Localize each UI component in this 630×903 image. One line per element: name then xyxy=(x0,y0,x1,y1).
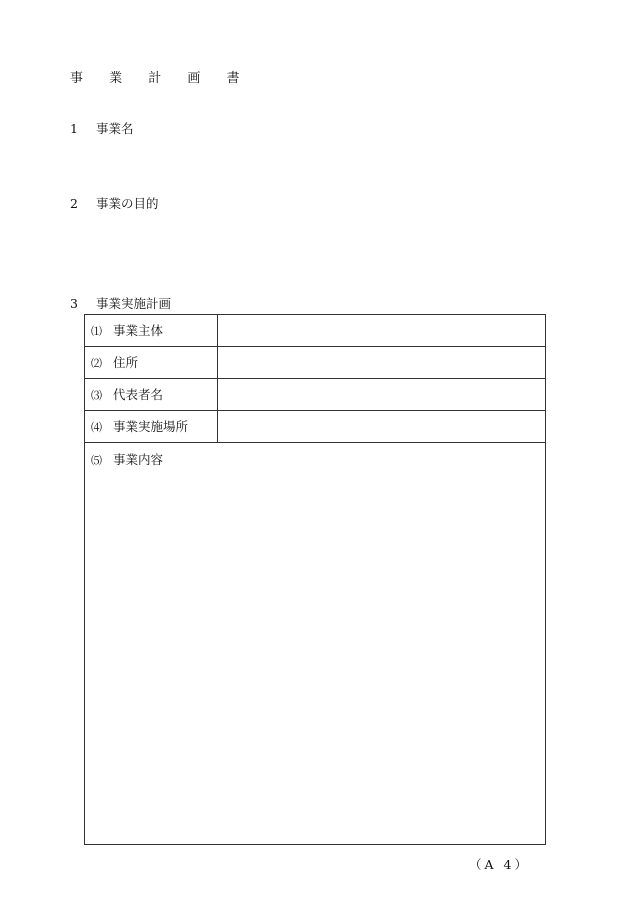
section-number: 2 xyxy=(70,196,78,211)
business-plan-table xyxy=(84,314,546,845)
item-number: ⑶ xyxy=(91,389,102,402)
item-number: ⑴ xyxy=(91,325,102,338)
section-title: 事業名 xyxy=(96,121,134,136)
item-number: ⑷ xyxy=(91,421,102,434)
section-2-heading xyxy=(70,194,159,212)
document-title: 事 業 計 画 書 xyxy=(70,71,251,86)
row-label-text: 住所 xyxy=(113,355,139,370)
row-label-text: 事業内容 xyxy=(113,452,164,467)
table-row-address xyxy=(85,347,545,379)
page-size-note: （A 4） xyxy=(469,857,530,872)
section-number: 1 xyxy=(70,121,78,136)
row-label-text: 事業実施場所 xyxy=(113,419,189,434)
item-number: ⑸ xyxy=(91,454,102,467)
row-label xyxy=(85,411,218,442)
business-content-field[interactable] xyxy=(85,443,545,844)
section-number: 3 xyxy=(70,296,78,311)
representative-name-field[interactable] xyxy=(218,379,545,410)
business-entity-field[interactable] xyxy=(218,315,545,346)
table-row-representative-name xyxy=(85,379,545,411)
row-label-text: 代表者名 xyxy=(113,387,164,402)
table-row-business-entity xyxy=(85,315,545,347)
section-title: 事業実施計画 xyxy=(96,296,172,311)
table-row-implementation-site xyxy=(85,411,545,443)
item-number: ⑵ xyxy=(91,357,102,370)
section-1-heading xyxy=(70,119,134,137)
section-3-heading xyxy=(70,294,171,312)
row-label xyxy=(91,450,163,468)
address-field[interactable] xyxy=(218,347,545,378)
section-title: 事業の目的 xyxy=(96,196,159,211)
row-label xyxy=(85,379,218,410)
implementation-site-field[interactable] xyxy=(218,411,545,442)
row-label xyxy=(85,315,218,346)
row-label xyxy=(85,347,218,378)
row-label-text: 事業主体 xyxy=(113,323,164,338)
